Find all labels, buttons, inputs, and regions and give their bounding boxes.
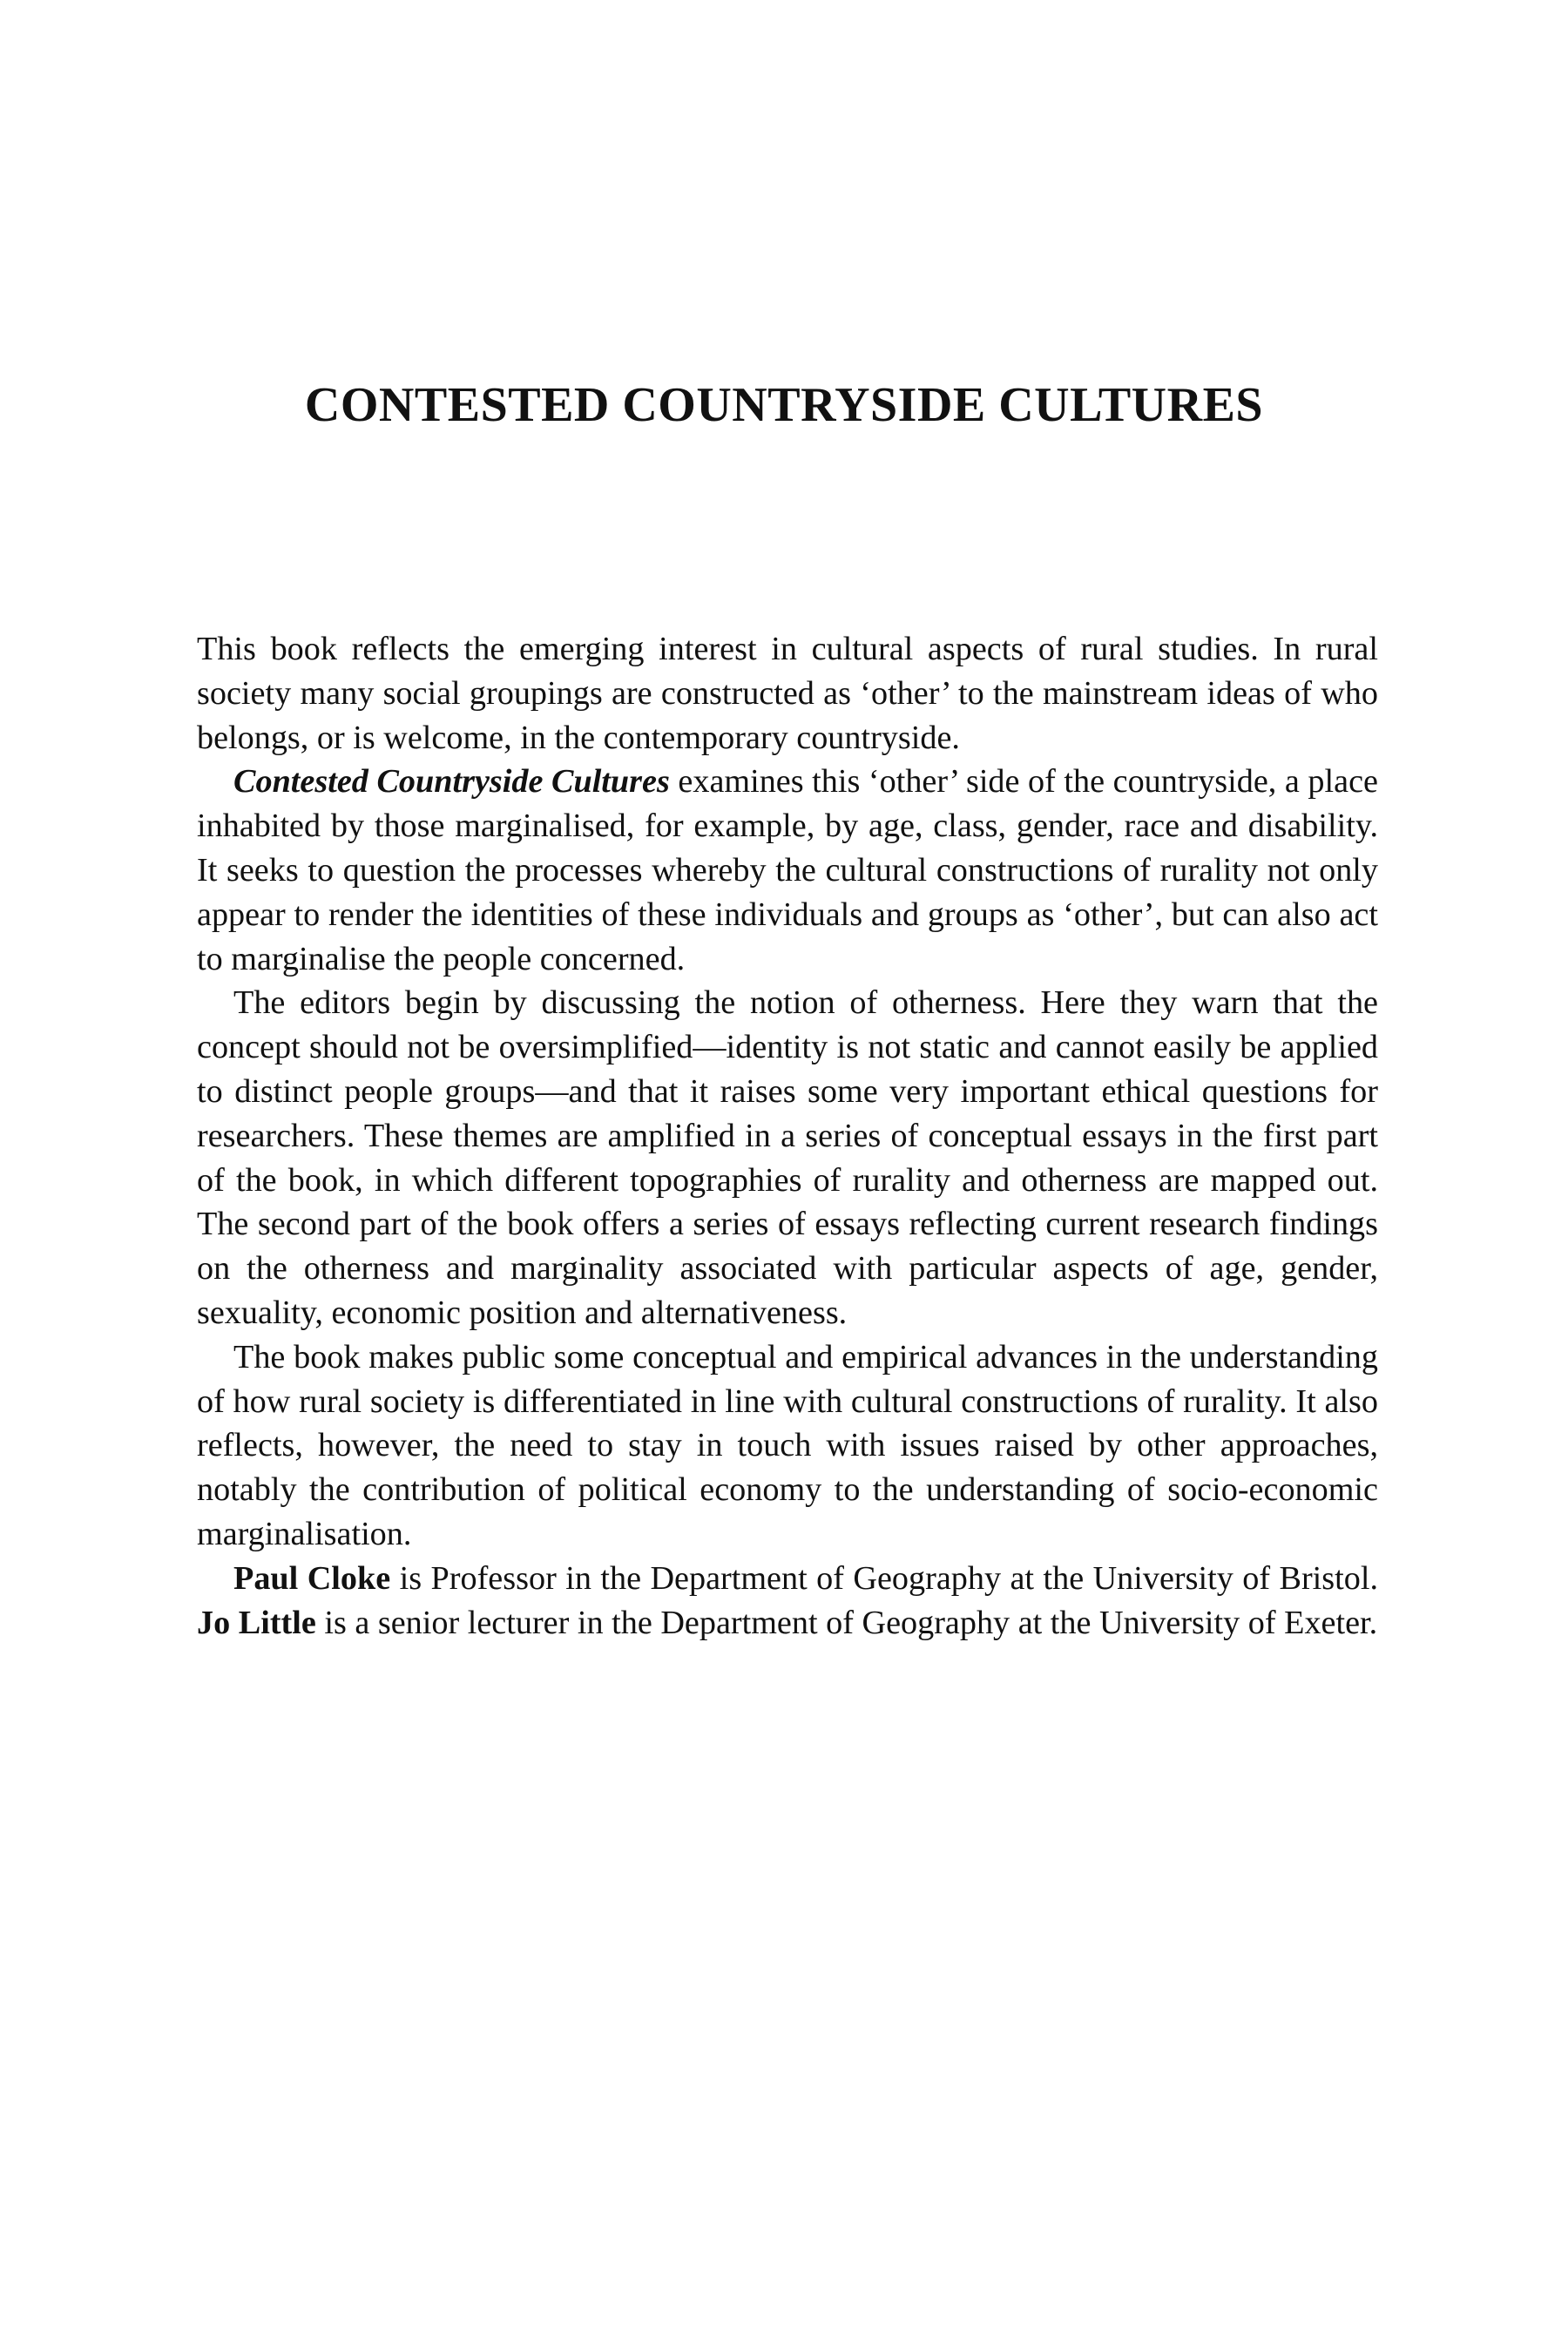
description-paragraph-2-text: examines this ‘other’ side of the countryside, a place inhabited by those marginalised, for example, by age, class, gender, race and disability. It seeks to question the processes whereby the cultural constructions of rurality not only appear to render the identities of these individuals and groups as ‘other’, but can also act to marginalise the people concerned.: [197, 763, 1378, 977]
editor-name-2: Jo Little: [197, 1604, 316, 1641]
editor-desc-1: is Professor in the Department of Geography at the University of Bristol.: [390, 1559, 1378, 1597]
description-paragraph-2: [197, 760, 1378, 981]
description-paragraph-4: The book makes public some conceptual and empirical advances in the understanding of how rural society is differentiated in line with cultural constructions of rurality. It also reflects, however, the need to stay in touch with issues raised by other approaches, notably the contribution of political economy to the understanding of socio-economic marginalisation.: [197, 1338, 1378, 1552]
description-paragraph-1: This book reflects the emerging interest in cultural aspects of rural studies. In rural society many social groupings are constructed as ‘other’ to the mainstream ideas of who belongs, or is welcome, in the contemporary countryside.: [197, 631, 1378, 756]
editors-paragraph: [197, 1557, 1378, 1646]
book-title-inline: Contested Countryside Cultures: [233, 763, 670, 801]
book-title: CONTESTED COUNTRYSIDE CULTURES: [304, 378, 1264, 432]
editor-name-1: Paul Cloke: [233, 1559, 391, 1597]
book-description: [197, 627, 1378, 1645]
editor-desc-2: is a senior lecturer in the Department of Geography at the University of Exeter.: [315, 1604, 1378, 1641]
description-paragraph-3: The editors begin by discussing the notion of otherness. Here they warn that the concept should not be oversimplified—identity is not static and cannot easily be applied to distinct people groups—and that it raises some very important ethical questions for researchers. These themes are amplified in a series of conceptual essays in the first part of the book, in which different topographies of rurality and otherness are mapped out. The second part of the book offers a series of essays reflecting current research findings on the otherness and marginality associated with particular aspects of age, gender, sexuality, economic position and alternativeness.: [197, 984, 1378, 1331]
